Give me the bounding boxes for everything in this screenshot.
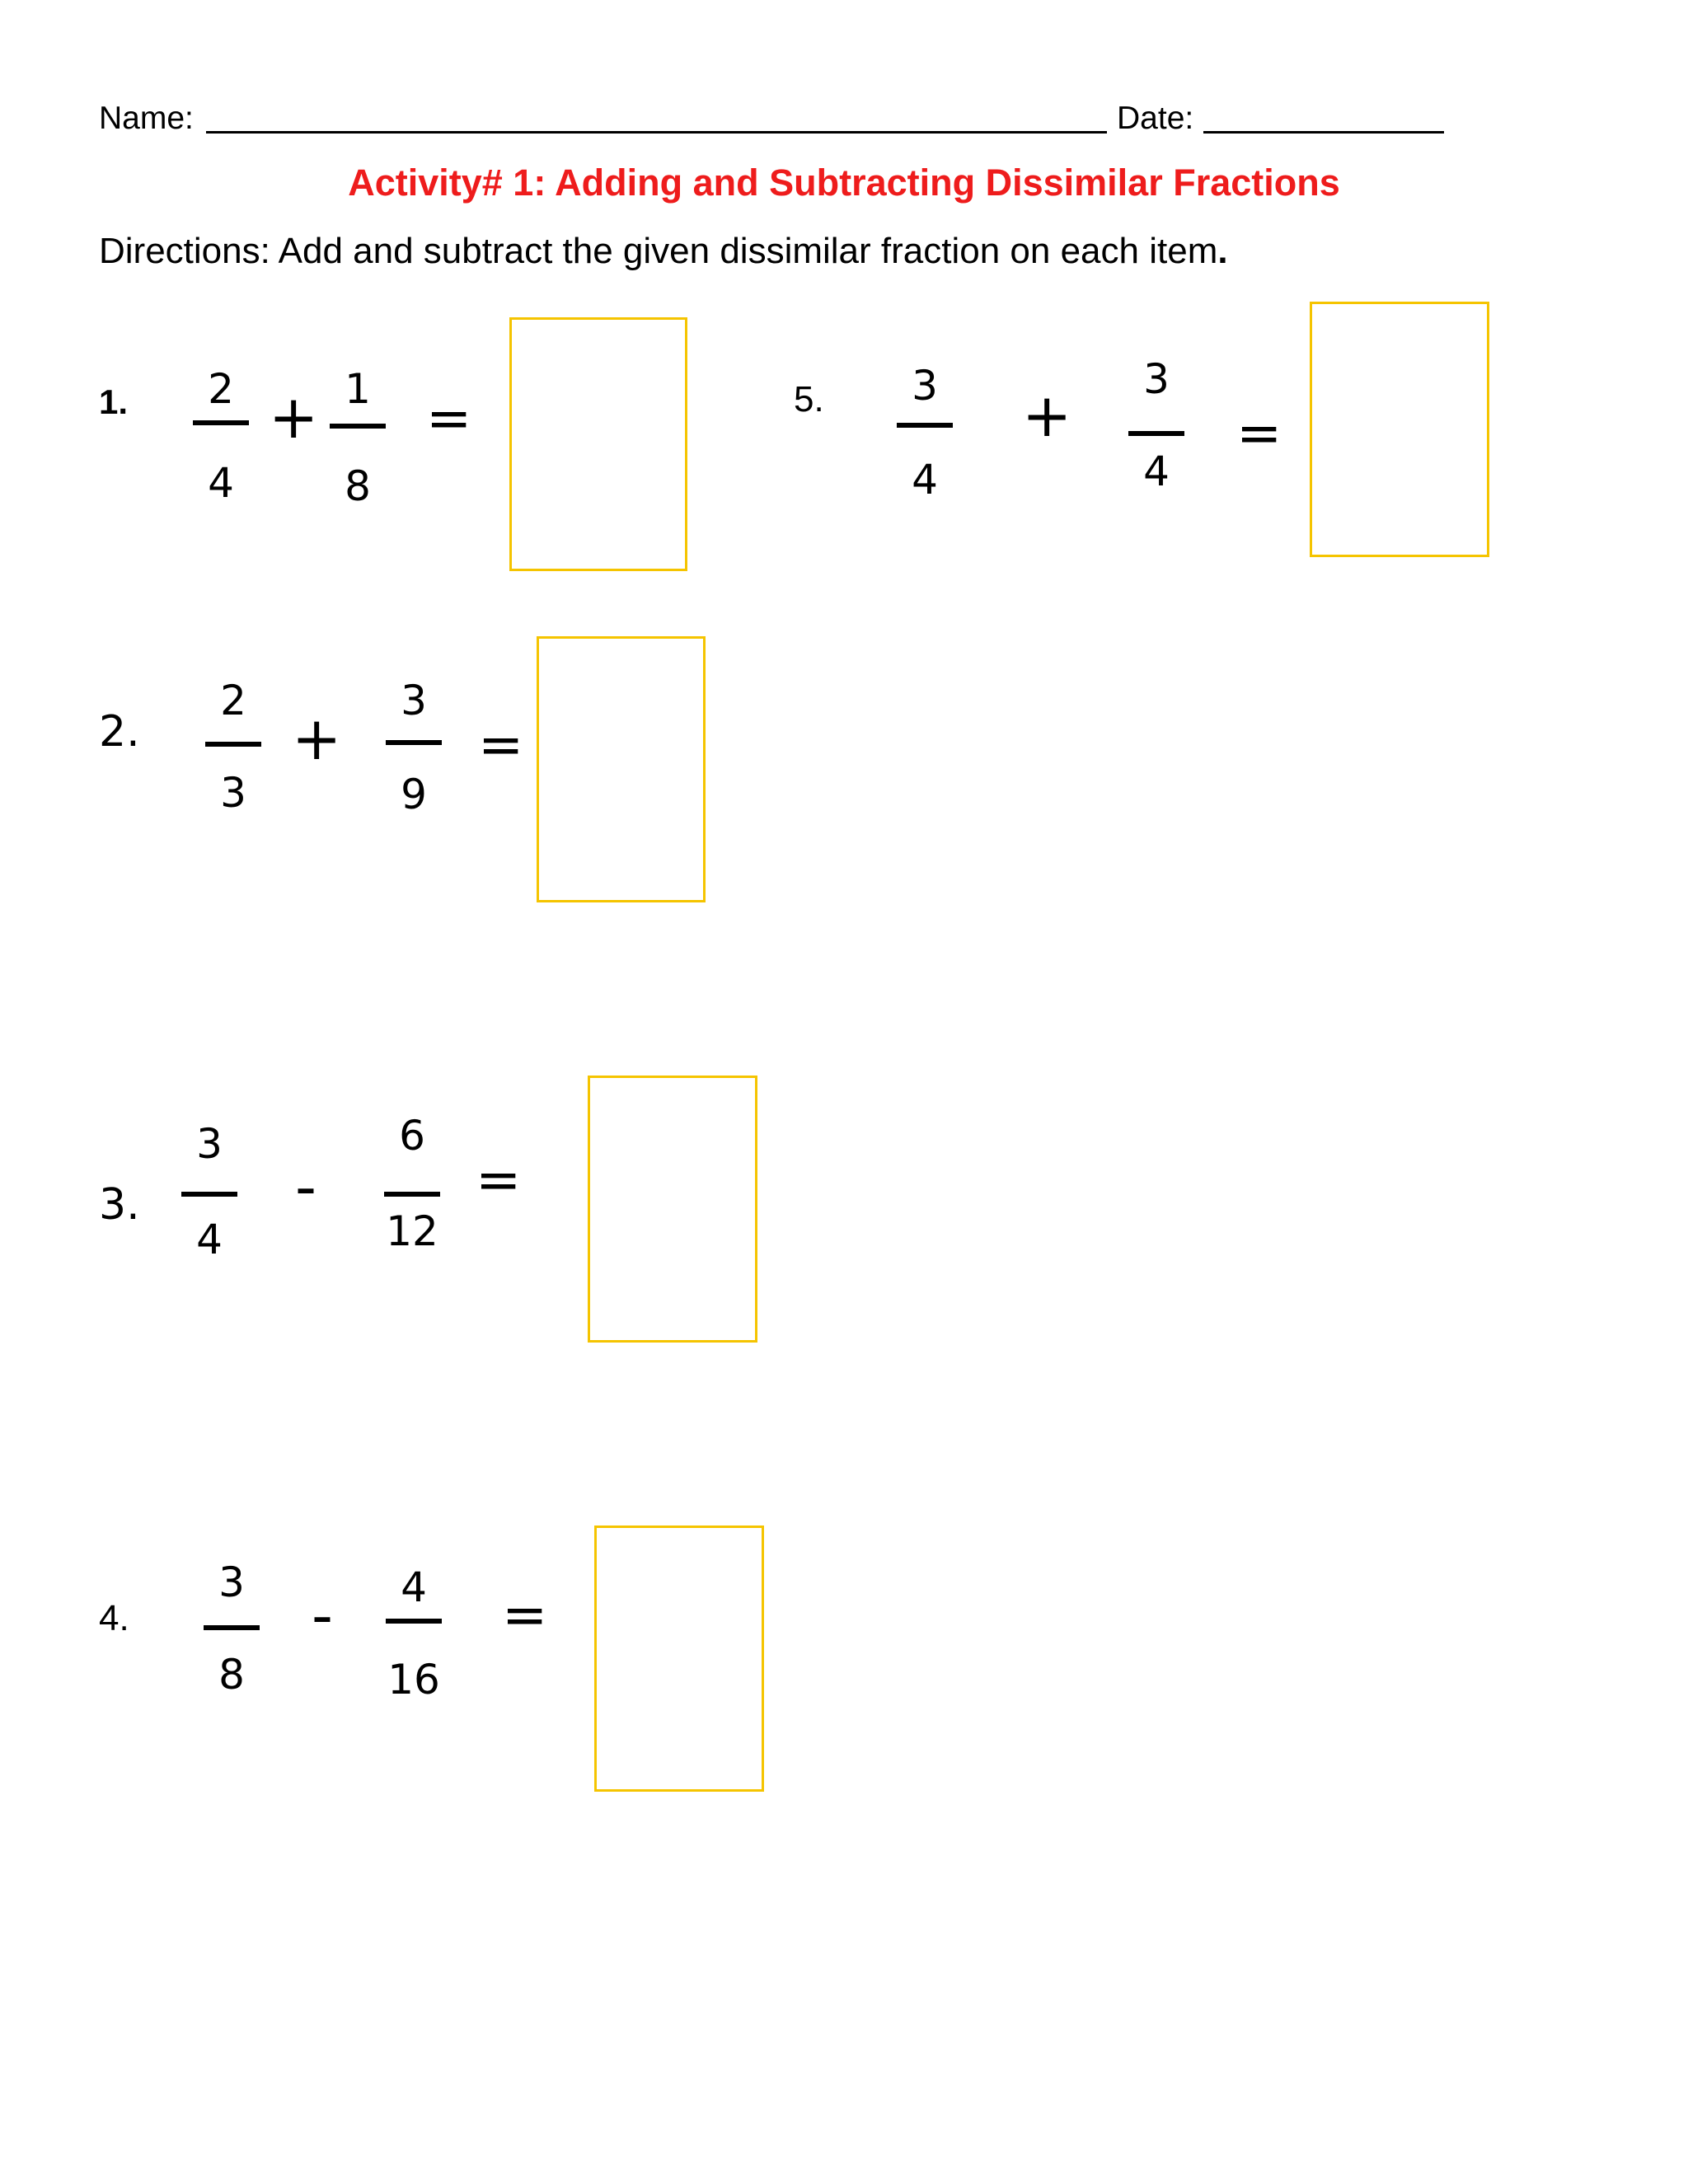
fraction-bar [1128, 431, 1184, 436]
item-number: 2. [99, 707, 140, 757]
denominator: 9 [401, 771, 427, 818]
fraction-bar [193, 420, 249, 425]
fraction-bar [386, 1619, 442, 1624]
fraction-bar [330, 424, 386, 429]
fraction-b [1123, 354, 1189, 503]
fraction-a [188, 363, 254, 511]
denominator: 16 [387, 1656, 440, 1704]
fraction-bar [384, 1192, 440, 1197]
operator: - [295, 1152, 316, 1221]
item-number: 5. [794, 379, 824, 419]
fraction-bar [204, 1625, 260, 1630]
fraction-b [381, 1564, 447, 1713]
equals-sign: = [1236, 401, 1282, 465]
numerator: 2 [220, 677, 246, 724]
numerator: 6 [399, 1112, 425, 1160]
directions-period: . [1217, 231, 1228, 271]
directions-body: Directions: Add and subtract the given dissimilar fraction on each item [99, 231, 1218, 271]
denominator: 3 [220, 769, 246, 817]
fraction-a [200, 677, 266, 826]
equals-sign: = [426, 387, 472, 450]
fraction-bar [386, 740, 442, 745]
numerator: 3 [401, 677, 427, 724]
item-number: 4. [99, 1598, 129, 1638]
fraction-bar [897, 423, 953, 428]
fraction-a [176, 1121, 242, 1269]
answer-box[interactable] [588, 1076, 757, 1343]
denominator: 8 [345, 462, 371, 510]
numerator: 3 [196, 1120, 223, 1168]
equals-sign: = [502, 1583, 548, 1647]
numerator: 2 [208, 365, 234, 413]
activity-title: Activity# 1: Adding and Subtracting Dissimilar Fractions [348, 162, 1340, 204]
numerator: 4 [401, 1563, 427, 1611]
answer-box[interactable] [509, 317, 687, 571]
numerator: 3 [912, 362, 938, 410]
item-number: 3. [99, 1180, 140, 1230]
answer-box[interactable] [1310, 302, 1489, 557]
date-field-line[interactable] [1203, 131, 1444, 134]
denominator: 12 [386, 1207, 438, 1255]
denominator: 4 [1143, 448, 1170, 495]
operator: + [292, 704, 342, 773]
operator: + [269, 382, 319, 452]
name-label: Name: [99, 101, 194, 136]
answer-box[interactable] [594, 1526, 764, 1792]
directions-text [99, 231, 1228, 272]
equals-sign: = [478, 713, 524, 776]
answer-box[interactable] [537, 636, 706, 902]
numerator: 1 [345, 365, 371, 413]
fraction-bar [205, 742, 261, 747]
item-number: 1. [99, 382, 129, 421]
denominator: 4 [912, 456, 938, 504]
date-label: Date: [1117, 101, 1194, 136]
operator: - [312, 1581, 333, 1650]
operator: + [1022, 381, 1072, 450]
denominator: 4 [196, 1216, 223, 1263]
numerator: 3 [218, 1558, 245, 1606]
fraction-a [892, 363, 958, 511]
name-field-line[interactable] [206, 131, 1107, 134]
numerator: 3 [1143, 355, 1170, 403]
fraction-b [325, 363, 391, 511]
denominator: 4 [208, 459, 234, 507]
equals-sign: = [476, 1148, 522, 1212]
fraction-bar [181, 1192, 237, 1197]
fraction-a [199, 1559, 265, 1708]
denominator: 8 [218, 1651, 245, 1699]
fraction-b [381, 677, 447, 826]
fraction-b [379, 1113, 445, 1261]
